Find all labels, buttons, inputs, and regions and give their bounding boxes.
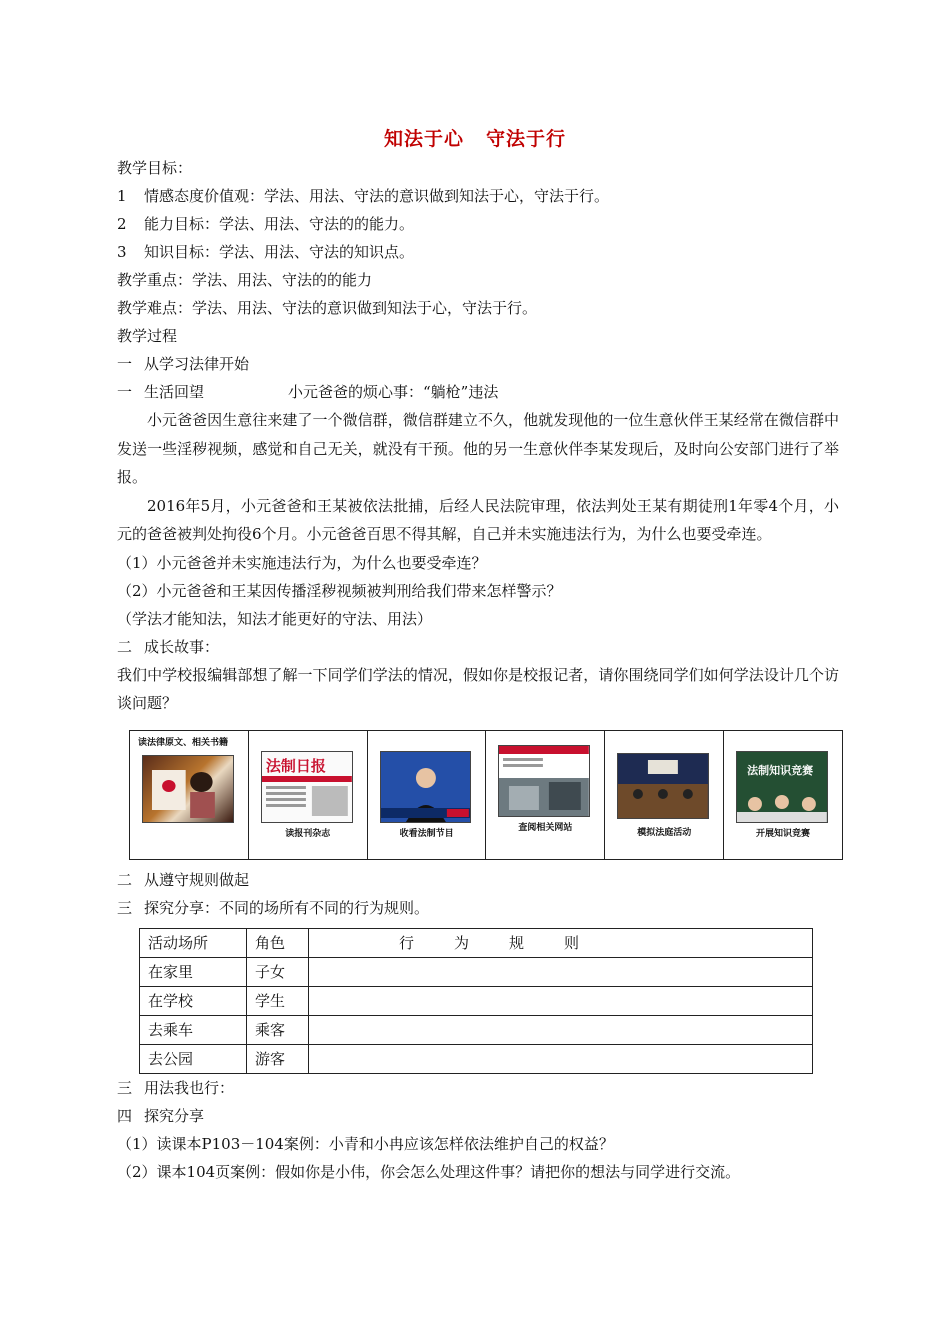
cell-rule xyxy=(309,986,813,1015)
section-6: 四 探究分享 xyxy=(117,1106,205,1125)
difficulty: 教学难点：学法、用法、守法的意识做到知法于心，守法于行。 xyxy=(117,299,538,317)
table-row xyxy=(140,957,813,986)
process-heading: 教学过程 xyxy=(117,327,178,345)
table-row xyxy=(140,1015,813,1044)
cell-role: 子女 xyxy=(247,957,309,986)
cell-place: 去乘车 xyxy=(140,1015,247,1044)
section-4: 三 探究分享：不同的场所有不同的行为规则。 xyxy=(117,898,430,917)
strip-cell-website xyxy=(486,731,605,859)
cell-rule xyxy=(309,1015,813,1044)
story-paragraph-1: 小元爸爸因生意往来建了一个微信群，微信群建立不久，他就发现他的一位生意伙伴王某经常在微信群中发送一些淫秽视频，感觉和自己无关，就没有干预。他的另一生意伙伴李某发现后，及时向公安部门进行了举报。 xyxy=(117,411,839,486)
title-left: 知法于心 xyxy=(383,128,464,150)
section-2: 二 成长故事： xyxy=(117,637,220,656)
section-5: 三 用法我也行： xyxy=(117,1078,235,1097)
contest-photo xyxy=(736,751,828,823)
strip-cell-books xyxy=(130,731,249,859)
newspaper-photo xyxy=(261,751,353,823)
newspaper-masthead: 法制日报 xyxy=(265,756,326,775)
court-photo xyxy=(617,753,709,819)
website-photo xyxy=(498,745,590,817)
cell-role: 游客 xyxy=(247,1044,309,1073)
caption-court: 模拟法庭活动 xyxy=(637,827,692,838)
cell-role: 学生 xyxy=(247,986,309,1015)
cell-role: 乘客 xyxy=(247,1015,309,1044)
caption-newspaper: 读报刊杂志 xyxy=(285,828,331,839)
cell-place: 去公园 xyxy=(140,1044,247,1073)
document-body xyxy=(117,154,839,1186)
explore-1: （1）读课本P103－104案例：小青和小冉应该怎样依法维护自己的权益？ xyxy=(117,1134,614,1153)
books-photo xyxy=(142,755,234,823)
strip-cell-court xyxy=(605,731,724,859)
goal-3: 3 知识目标：学法、用法、守法的知识点。 xyxy=(117,243,415,261)
header-place: 活动场所 xyxy=(140,928,247,957)
explore-2: （2）课本104页案例：假如你是小伟，你会怎么处理这件事？请把你的想法与同学进行交流。 xyxy=(117,1162,741,1181)
tv-photo xyxy=(380,751,472,823)
caption-website: 查阅相关网站 xyxy=(518,822,573,833)
contest-board-text: 法制知识竞赛 xyxy=(747,763,814,777)
caption-tv: 收看法制节目 xyxy=(399,828,454,839)
goal-2: 2 能力目标：学法、用法、守法的的能力。 xyxy=(117,215,415,233)
table-row xyxy=(140,928,813,957)
cell-rule xyxy=(309,957,813,986)
table-row xyxy=(140,986,813,1015)
page-title xyxy=(0,124,950,151)
cell-place: 在家里 xyxy=(140,957,247,986)
header-role: 角色 xyxy=(247,928,309,957)
key-point: 教学重点：学法、用法、守法的的能力 xyxy=(117,271,373,289)
learning-methods-strip xyxy=(129,730,843,860)
header-rules: 行为规则 xyxy=(309,928,813,957)
goals-heading: 教学目标： xyxy=(117,159,193,177)
question-1: （1）小元爸爸并未实施违法行为，为什么也要受牵连？ xyxy=(117,553,487,572)
strip-cell-contest xyxy=(724,731,842,859)
section-3: 二 从遵守规则做起 xyxy=(117,870,250,889)
books-heading: 读法律原文、相关书籍 xyxy=(138,737,229,748)
caption-contest: 开展知识竞赛 xyxy=(756,828,811,839)
goal-1: 1 情感态度价值观：学法、用法、守法的意识做到知法于心，守法于行。 xyxy=(117,187,610,205)
question-2: （2）小元爸爸和王某因传播淫秽视频被判刑给我们带来怎样警示？ xyxy=(117,581,562,600)
rules-table xyxy=(139,928,813,1074)
title-right: 守法于行 xyxy=(486,128,567,150)
table-row xyxy=(140,1044,813,1073)
strip-cell-newspaper xyxy=(249,731,368,859)
growth-text: 我们中学校报编辑部想了解一下同学们学法的情况，假如你是校报记者，请你围绕同学们如何学法设计几个访谈问题？ xyxy=(117,665,839,712)
section-1-sub: 一 生活回望 小元爸爸的烦心事：“躺枪”违法 xyxy=(117,383,499,401)
cell-rule xyxy=(309,1044,813,1073)
section-1: 一 从学习法律开始 xyxy=(117,355,250,373)
note: （学法才能知法，知法才能更好的守法、用法） xyxy=(117,609,433,628)
cell-place: 在学校 xyxy=(140,986,247,1015)
story-paragraph-2: 2016年5月，小元爸爸和王某被依法批捕，后经人民法院审理，依法判处王某有期徒刑1年零4个月，小元的爸爸被判处拘役6个月。小元爸爸百思不得其解，自己并未实施违法行为，为什么也要受牵连。 xyxy=(117,496,839,543)
strip-cell-tv xyxy=(368,731,487,859)
